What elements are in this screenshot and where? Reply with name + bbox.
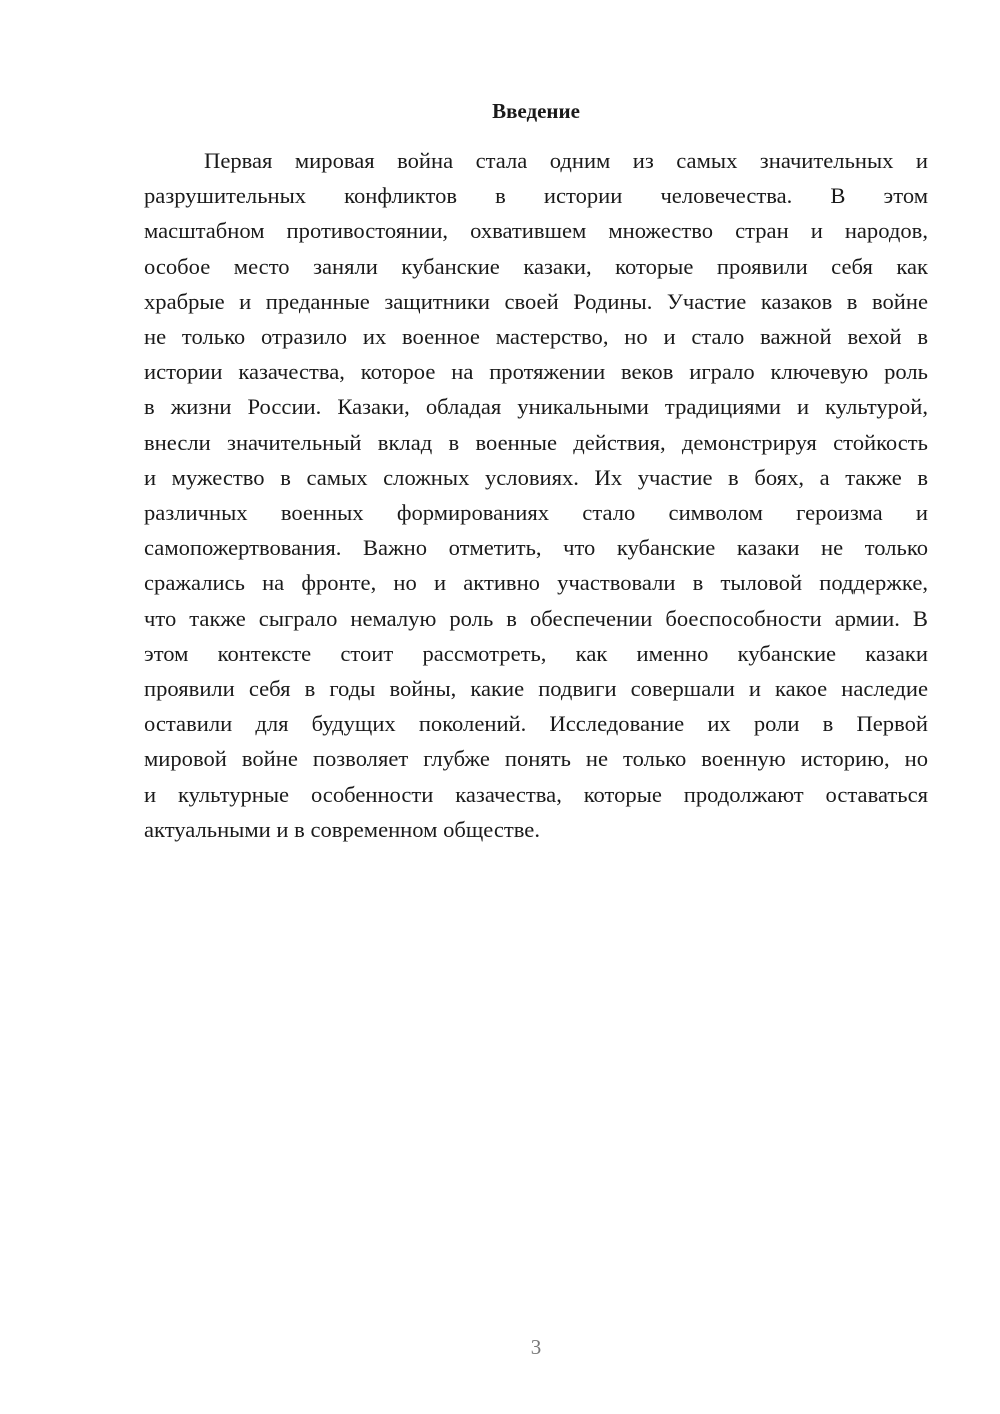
paragraph-line: масштабном противостоянии, охватившем множество стран и народов, xyxy=(144,218,928,244)
paragraph-line: что также сыграло немалую роль в обеспечении боеспособности армии. В xyxy=(144,605,928,631)
paragraph-line: и мужество в самых сложных условиях. Их участие в боях, а также в xyxy=(144,464,928,490)
paragraph-line: этом контексте стоит рассмотреть, как именно кубанские казаки xyxy=(144,640,928,666)
paragraph-line: внесли значительный вклад в военные действия, демонстрируя стойкость xyxy=(144,429,928,455)
paragraph-line: различных военных формированиях стало символом героизма и xyxy=(144,500,928,526)
page-title: Введение xyxy=(492,99,580,123)
paragraph-line: оставили для будущих поколений. Исследование их роли в Первой xyxy=(144,711,928,737)
paragraph-line: самопожертвования. Важно отметить, что кубанские казаки не только xyxy=(144,535,928,561)
paragraph-line: и культурные особенности казачества, которые продолжают оставаться xyxy=(144,781,928,807)
paragraph-line: истории казачества, которое на протяжении веков играло ключевую роль xyxy=(144,359,928,385)
page-number: 3 xyxy=(530,1335,542,1359)
paragraph-line: актуальными и в современном обществе. xyxy=(144,816,540,842)
body-paragraph xyxy=(144,143,928,847)
paragraph-line: храбрые и преданные защитники своей Родины. Участие казаков в войне xyxy=(144,288,928,314)
paragraph-line: в жизни России. Казаки, обладая уникальными традициями и культурой, xyxy=(144,394,928,420)
paragraph-line: сражались на фронте, но и активно участвовали в тыловой поддержке, xyxy=(144,570,928,596)
paragraph-line: разрушительных конфликтов в истории человечества. В этом xyxy=(144,183,928,209)
paragraph-line: не только отразило их военное мастерство, но и стало важной вехой в xyxy=(144,324,928,350)
paragraph-line: мировой войне позволяет глубже понять не только военную историю, но xyxy=(144,746,928,772)
paragraph-line: проявили себя в годы войны, какие подвиги совершали и какое наследие xyxy=(144,676,928,702)
paragraph-line: особое место заняли кубанские казаки, которые проявили себя как xyxy=(144,253,928,279)
paragraph-line: Первая мировая война стала одним из самых значительных и xyxy=(204,148,928,173)
